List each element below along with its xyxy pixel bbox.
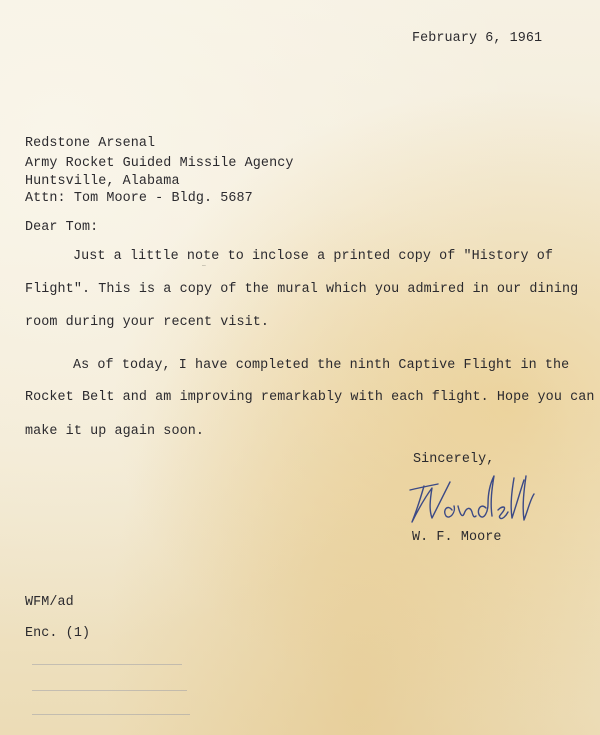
- address-line-3: Huntsville, Alabama: [25, 174, 180, 189]
- closing: Sincerely,: [413, 452, 495, 467]
- address-line-4: Attn: Tom Moore - Bldg. 5687: [25, 191, 253, 206]
- paragraph-1-line-2: Flight". This is a copy of the mural which you admired in our dining: [25, 282, 579, 297]
- paragraph-2-line-2: Rocket Belt and am improving remarkably with each flight. Hope you can: [25, 390, 595, 405]
- signature-text: Wendell: [202, 266, 207, 267]
- enclosure-note: Enc. (1): [25, 626, 91, 641]
- reference-initials: WFM/ad: [25, 595, 74, 610]
- paragraph-1-line-1: Just a little note to inclose a printed copy of "History of: [73, 249, 554, 264]
- paragraph-1-line-3: room during your recent visit.: [25, 315, 270, 330]
- address-line-2: Army Rocket Guided Missile Agency: [25, 156, 294, 171]
- salutation: Dear Tom:: [25, 220, 99, 235]
- signer-name: W. F. Moore: [412, 530, 502, 545]
- faint-ruled-lines: [32, 662, 192, 732]
- letter-date: February 6, 1961: [412, 31, 543, 46]
- paragraph-2-line-1: As of today, I have completed the ninth Captive Flight in the: [73, 358, 570, 373]
- paragraph-2-line-3: make it up again soon.: [25, 424, 204, 439]
- address-line-1: Redstone Arsenal: [25, 136, 156, 151]
